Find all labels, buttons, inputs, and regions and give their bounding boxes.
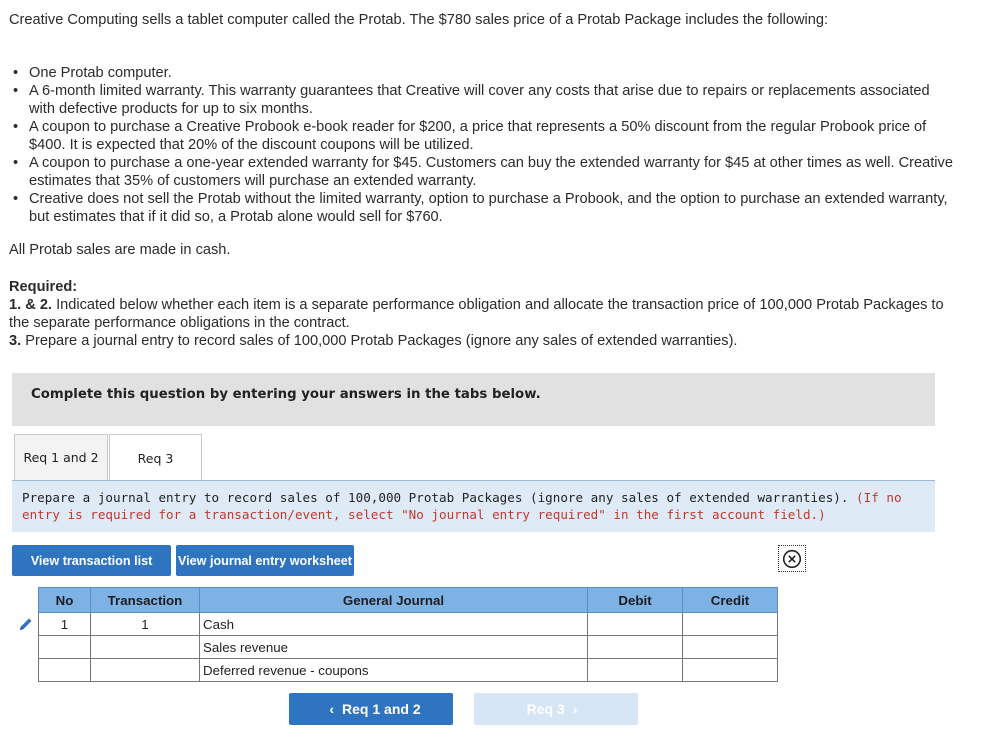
required-section xyxy=(9,278,959,350)
table-row xyxy=(39,613,778,636)
required-item-number: 1. & 2. xyxy=(9,297,52,313)
required-item-number: 3. xyxy=(9,333,22,349)
debit-cell[interactable] xyxy=(588,613,683,636)
column-header-no: No xyxy=(39,588,91,613)
journal-entry-table xyxy=(38,587,778,682)
tab-instruction xyxy=(12,481,935,532)
instructions-banner-text: Complete this question by entering your answers in the tabs below. xyxy=(31,387,541,402)
prev-req-label: Req 1 and 2 xyxy=(342,701,421,717)
instructions-banner xyxy=(12,373,935,426)
tab-req-3[interactable]: Req 3 xyxy=(109,434,202,482)
column-header-general-journal: General Journal xyxy=(200,588,588,613)
close-icon xyxy=(782,549,802,569)
row-transaction-cell: 1 xyxy=(91,613,200,636)
row-no-cell xyxy=(39,636,91,659)
close-button[interactable] xyxy=(778,545,806,572)
list-item: • One Protab computer. xyxy=(9,64,959,82)
table-row xyxy=(39,659,778,682)
debit-cell[interactable] xyxy=(588,659,683,682)
list-item: • Creative does not sell the Protab without the limited warranty, option to purchase a Probook, and the option to purchase an extended warranty, but estimates that if it did so, a Protab alone would sell for $760. xyxy=(9,190,959,226)
list-item: • A coupon to purchase a one-year extended warranty for $45. Customers can buy the extended warranty for $45 at other times as well. Creative estimates that 35% of customers will purchase an extended warranty. xyxy=(9,154,959,190)
next-req-button[interactable] xyxy=(474,693,638,725)
problem-intro: Creative Computing sells a tablet computer called the Protab. The $780 sales price of a Protab Package includes the following: xyxy=(9,12,829,28)
credit-cell[interactable] xyxy=(683,659,778,682)
instruction-text: Prepare a journal entry to record sales of 100,000 Protab Packages (ignore any sales of extended warranties). xyxy=(22,490,849,505)
debit-cell[interactable] xyxy=(588,636,683,659)
chevron-right-icon: › xyxy=(572,701,578,717)
row-transaction-cell xyxy=(91,659,200,682)
package-items-list xyxy=(9,64,959,226)
credit-cell[interactable] xyxy=(683,636,778,659)
cash-note: All Protab sales are made in cash. xyxy=(9,242,231,258)
column-header-transaction: Transaction xyxy=(91,588,200,613)
account-cell[interactable]: Deferred revenue - coupons xyxy=(200,659,588,682)
view-transaction-list-button[interactable]: View transaction list xyxy=(12,545,171,576)
list-item: • A 6-month limited warranty. This warranty guarantees that Creative will cover any costs that arise due to repairs or replacements associated with defective products for up to six months. xyxy=(9,82,959,118)
account-cell[interactable]: Cash xyxy=(200,613,588,636)
chevron-left-icon: ‹ xyxy=(329,701,335,717)
list-item: • A coupon to purchase a Creative Probook e-book reader for $200, a price that represents a 50% discount from the regular Probook price of $400. It is expected that 20% of the discount coupons will be utilized. xyxy=(9,118,959,154)
prev-req-button[interactable] xyxy=(289,693,453,725)
table-header-row xyxy=(39,588,778,613)
tab-req-1-and-2[interactable]: Req 1 and 2 xyxy=(14,434,108,480)
next-req-label: Req 3 xyxy=(526,701,565,717)
row-no-cell xyxy=(39,659,91,682)
row-no-cell: 1 xyxy=(39,613,91,636)
row-transaction-cell xyxy=(91,636,200,659)
required-heading: Required: xyxy=(9,279,78,295)
column-header-credit: Credit xyxy=(683,588,778,613)
instruction-note: (If no entry is required for a transaction/event, select "No journal entry required" in the first account field.) xyxy=(22,490,902,522)
view-journal-entry-worksheet-button[interactable]: View journal entry worksheet xyxy=(176,545,354,576)
pencil-icon[interactable] xyxy=(18,616,34,632)
table-row xyxy=(39,636,778,659)
required-item-text: Indicated below whether each item is a separate performance obligation and allocate the transaction price of 100,000 Protab Packages to the separate performance obligations in the contract. xyxy=(9,297,944,331)
required-item-text: Prepare a journal entry to record sales of 100,000 Protab Packages (ignore any sales of extended warranties). xyxy=(25,333,738,349)
account-cell[interactable]: Sales revenue xyxy=(200,636,588,659)
column-header-debit: Debit xyxy=(588,588,683,613)
credit-cell[interactable] xyxy=(683,613,778,636)
